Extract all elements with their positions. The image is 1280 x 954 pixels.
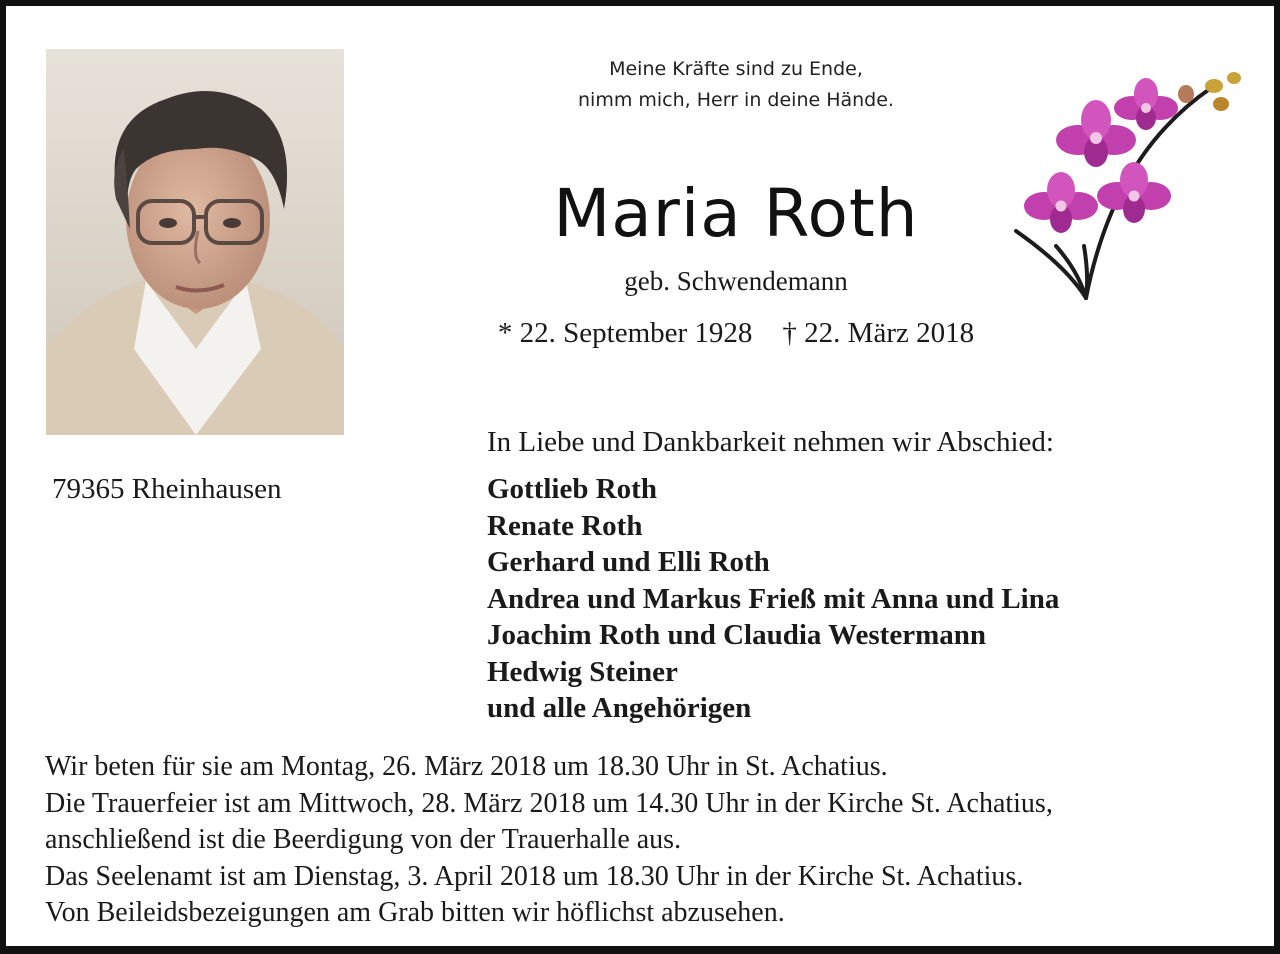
list-item: Gottlieb Roth <box>487 473 657 505</box>
list-item: Renate Roth <box>487 509 643 542</box>
note-line: Von Beileidsbezeigungen am Grab bitten wir höflichst abzusehen. <box>45 897 785 928</box>
list-item: und alle Angehörigen <box>487 692 752 724</box>
list-item: Gerhard und Elli Roth <box>487 546 770 578</box>
birth-name: geb. Schwendemann <box>624 266 848 296</box>
note-line: Die Trauerfeier ist am Mittwoch, 28. März 2018 um 14.30 Uhr in der Kirche St. Achatius, <box>45 787 1053 819</box>
portrait-photo <box>46 49 344 435</box>
mourners-list <box>487 471 1059 727</box>
verse-line: nimm mich, Herr in deine Hände. <box>578 89 894 111</box>
farewell-text: In Liebe und Dankbarkeit nehmen wir Abschied: <box>487 426 1054 458</box>
life-dates <box>426 315 1046 351</box>
service-notes <box>45 749 1053 932</box>
list-item: Joachim Roth und Claudia Westermann <box>487 619 986 651</box>
note-line: anschließend ist die Beerdigung von der Trauerhalle aus. <box>45 824 682 855</box>
note-line: Wir beten für sie am Montag, 26. März 2018 um 18.30 Uhr in St. Achatius. <box>45 751 888 782</box>
birth-date: * 22. September 1928 <box>497 317 753 349</box>
note-line: Das Seelenamt ist am Dienstag, 3. April 2018 um 18.30 Uhr in der Kirche St. Achatius. <box>45 860 1024 892</box>
verse-line: Meine Kräfte sind zu Ende, <box>609 58 863 80</box>
death-date: † 22. März 2018 <box>782 317 975 349</box>
orchid-flower-icon <box>1006 66 1251 306</box>
deceased-name: Maria Roth <box>553 175 919 252</box>
list-item: Hedwig Steiner <box>487 655 678 688</box>
list-item: Andrea und Markus Frieß mit Anna und Lina <box>487 582 1060 615</box>
verse <box>476 54 996 116</box>
location: 79365 Rheinhausen <box>52 473 282 505</box>
